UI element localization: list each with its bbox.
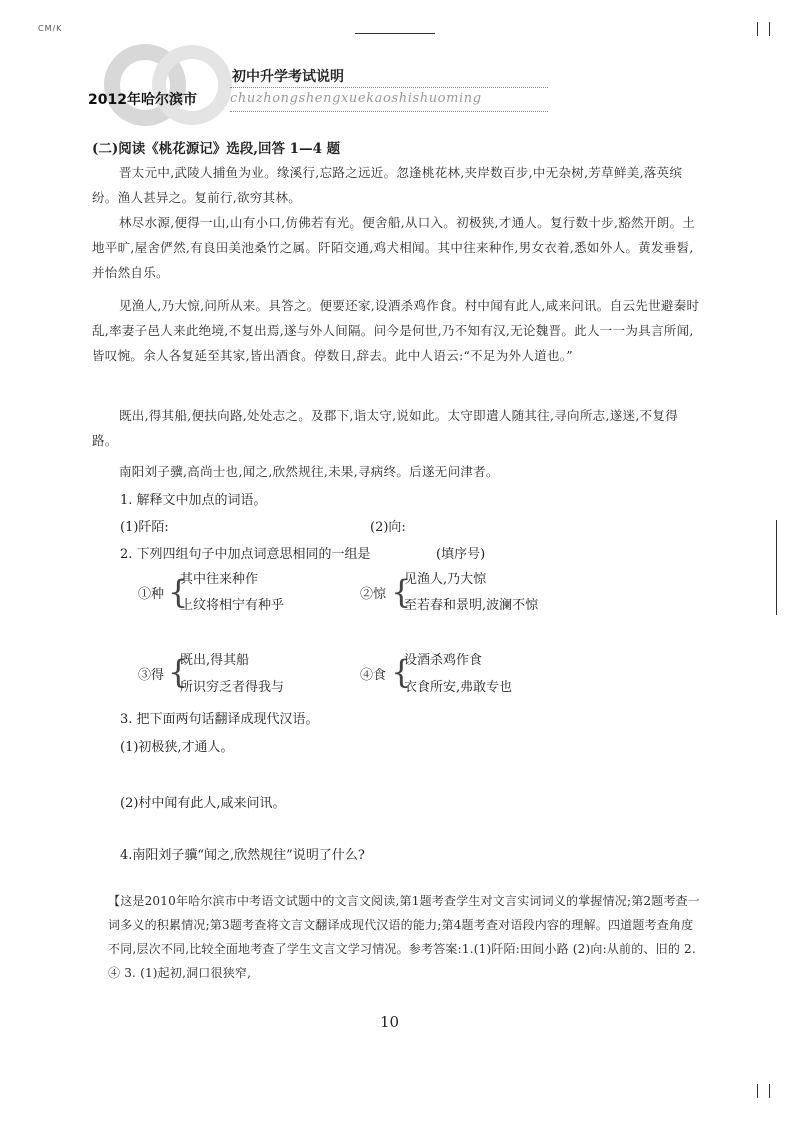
tick-mark-bottom-1 xyxy=(757,1084,758,1098)
question-1-part-b: (2)向: xyxy=(370,520,406,535)
option-1-brace: { xyxy=(168,573,189,611)
option-2-label: ②惊 xyxy=(360,587,387,602)
tick-mark-top-1 xyxy=(757,22,758,36)
passage-paragraph-2: 林尽水源,便得一山,山有小口,仿佛若有光。便舍船,从口入。初极狭,才通人。复行数十步,豁然开朗。土地平旷,屋舍俨然,有良田美池桑竹之属。阡陌交通,鸡犬相闻。其中往来种作,男女衣着,悉如外人。黄发垂髫,并怡然自乐。 xyxy=(92,215,696,280)
tick-mark-side xyxy=(776,520,777,615)
question-2: 2. 下列四组句子中加点词意思相同的一组是 xyxy=(120,547,371,562)
option-3-line-2: 所识穷乏者得我与 xyxy=(180,680,285,695)
header-underline xyxy=(230,111,548,112)
commentary-note: 【这是2010年哈尔滨市中考语文试题中的文言文阅读,第1题考查学生对文言实词词义的掌握情况;第2题考查一词多义的积累情况;第3题考查将文言文翻译成现代汉语的能力;第4题考查对语段内容的理解。四道题考查角度不同,层次不同,比较全面地考查了学生文言文学习情况。参考答案:1.(1)阡陌:田间小路 (2)向:从前的、旧的 2. ④ 3. (1)起初,洞口很狭窄, xyxy=(108,894,701,980)
question-3-part-b: (2)村中闻有此人,咸来问讯。 xyxy=(120,796,286,811)
corner-mark: CM/K xyxy=(38,24,63,33)
question-1-part-a: (1)阡陌: xyxy=(120,520,169,535)
option-3-label: ③得 xyxy=(138,668,165,683)
question-4: 4.南阳刘子骥“闻之,欣然规往”说明了什么? xyxy=(120,848,365,863)
option-3-line-1: 既出,得其船 xyxy=(180,653,250,668)
header-pinyin: chuzhongshengxuekaoshishuoming xyxy=(230,91,482,106)
page-number: 10 xyxy=(380,1013,400,1031)
header-logo xyxy=(100,30,240,140)
option-1-label: ①种 xyxy=(138,587,165,602)
option-4-brace: { xyxy=(391,653,412,691)
question-2-answer-blank: (填序号) xyxy=(436,547,486,562)
header-divider xyxy=(230,87,548,88)
option-4-label: ④食 xyxy=(360,668,387,683)
passage-paragraph-5: 南阳刘子骥,高尚士也,闻之,欣然规往,未果,寻病终。后遂无问津者。 xyxy=(119,464,499,479)
section-heading: (二)阅读《桃花源记》选段,回答 1—4 题 xyxy=(92,141,341,157)
option-1-line-1: 其中往来种作 xyxy=(180,572,259,587)
passage-paragraph-1: 晋太元中,武陵人捕鱼为业。缘溪行,忘路之远近。忽逢桃花林,夹岸数百步,中无杂树,芳草鲜美,落英缤纷。渔人甚异之。复前行,欲穷其林。 xyxy=(92,165,683,205)
question-3: 3. 把下面两句话翻译成现代汉语。 xyxy=(120,712,319,727)
option-2-line-1: 见渔人,乃大惊 xyxy=(404,572,487,587)
option-2-line-2: 至若春和景明,波澜不惊 xyxy=(404,598,539,613)
option-4-line-2: 衣食所安,弗敢专也 xyxy=(404,680,513,695)
tick-mark-bottom-2 xyxy=(769,1084,770,1098)
option-4-line-1: 设酒杀鸡作食 xyxy=(404,653,483,668)
header-year-city: 2012年哈尔滨市 xyxy=(88,92,197,108)
question-1: 1. 解释文中加点的词语。 xyxy=(120,493,267,508)
header-title: 初中升学考试说明 xyxy=(232,69,344,85)
question-3-part-a: (1)初极狭,才通人。 xyxy=(120,740,234,755)
top-rule xyxy=(355,33,435,34)
option-2-brace: { xyxy=(391,573,412,611)
option-3-brace: { xyxy=(168,653,189,691)
option-1-line-2: 上纹将相宁有种乎 xyxy=(180,598,285,613)
passage-paragraph-3: 见渔人,乃大惊,问所从来。具答之。便要还家,设酒杀鸡作食。村中闻有此人,咸来问讯。自云先世避秦时乱,率妻子邑人来此绝境,不复出焉,遂与外人间隔。问今是何世,乃不知有汉,无论魏晋。此人一一为具言所闻,皆叹惋。余人各复延至其家,皆出酒食。停数日,辞去。此中人语云:“不足为外人道也。” xyxy=(92,298,700,363)
passage-paragraph-4: 既出,得其船,便扶向路,处处志之。及郡下,诣太守,说如此。太守即遣人随其往,寻向所志,遂迷,不复得路。 xyxy=(92,408,678,448)
tick-mark-top-2 xyxy=(769,22,770,36)
